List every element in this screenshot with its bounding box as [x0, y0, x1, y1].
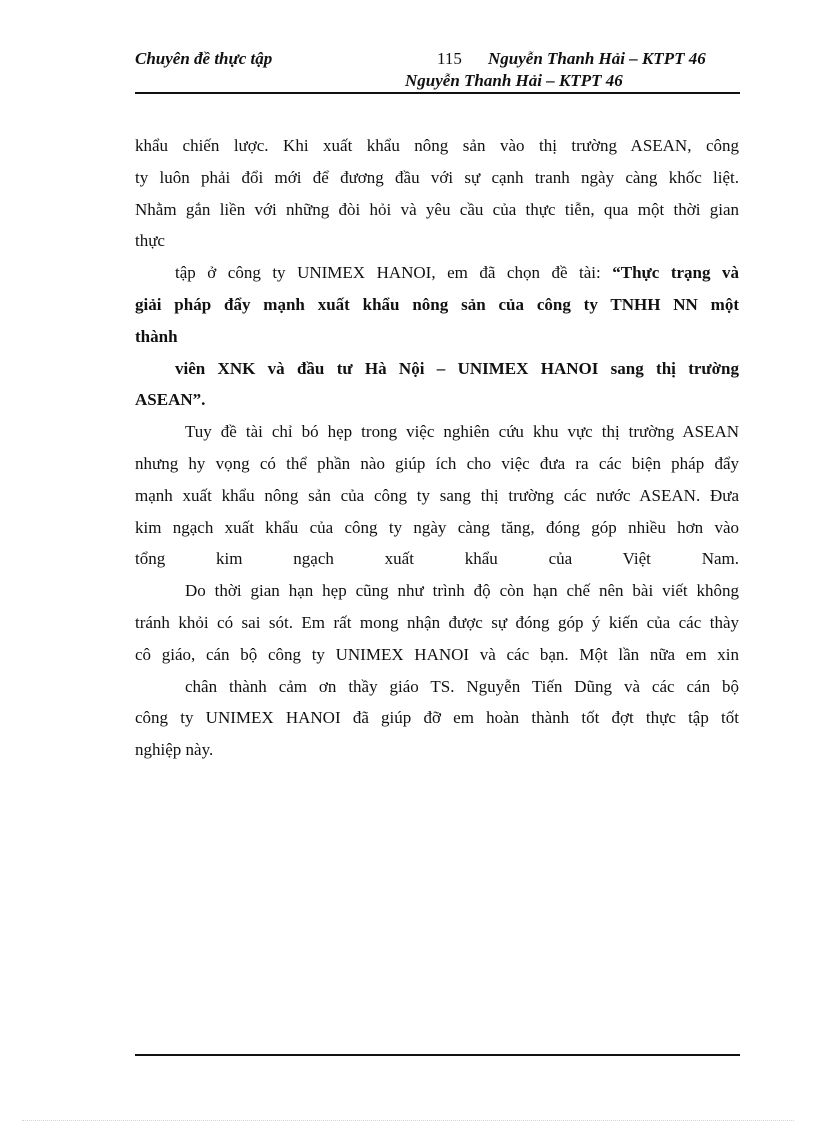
header-divider [135, 92, 740, 94]
body-line: khẩu chiến lược. Khi xuất khẩu nông sản vào thị trường ASEAN, công [135, 136, 739, 155]
header-author-line-1: Nguyễn Thanh Hải – KTPT 46 [488, 49, 706, 68]
topic-title-line: thành [135, 326, 178, 346]
header-author-line-2: Nguyễn Thanh Hải – KTPT 46 [405, 71, 623, 90]
body-line: cô giáo, cán bộ công ty UNIMEX HANOI và các bạn. Một lần nữa em xin [135, 644, 739, 664]
footer-divider [135, 1054, 740, 1056]
body-line: mạnh xuất khẩu nông sản của công ty sang thị trường các nước ASEAN. Đưa [135, 485, 739, 505]
body-line: Tuy đề tài chỉ bó hẹp trong việc nghiên cứu khu vực thị trường ASEAN [185, 422, 739, 442]
body-line: tổng kim ngạch xuất khẩu của Việt Nam. [135, 549, 739, 569]
body-line: Do thời gian hạn hẹp cũng như trình độ còn hạn chế nên bài viết không [185, 581, 739, 601]
topic-title-line: giải pháp đẩy mạnh xuất khẩu nông sản của công ty TNHH NN một [135, 294, 739, 314]
body-line: tránh khỏi có sai sót. Em rất mong nhận được sự đóng góp ý kiến của các thày [135, 612, 739, 632]
header-document-title: Chuyên đề thực tập [135, 49, 273, 68]
body-line: Nhằm gắn liền với những đòi hỏi và yêu cầu của thực tiễn, qua một thời gian [135, 199, 739, 219]
page-edge-dots [22, 1120, 794, 1121]
header-page-number: 115 [437, 49, 462, 68]
body-line: ty luôn phải đổi mới để đương đầu với sự cạnh tranh ngày càng khốc liệt. [135, 167, 739, 187]
topic-title-start: “Thực trạng và [612, 263, 739, 283]
body-line: công ty UNIMEX HANOI đã giúp đỡ em hoàn thành tốt đợt thực tập tốt [135, 708, 739, 728]
body-text [135, 130, 739, 766]
body-line: thực [135, 231, 165, 251]
body-line: nghiệp này. [135, 740, 214, 760]
body-line: chân thành cảm ơn thầy giáo TS. Nguyễn Tiến Dũng và các cán bộ [185, 676, 739, 696]
body-line: kim ngạch xuất khẩu của công ty ngày càng tăng, đóng góp nhiều hơn vào [135, 517, 739, 537]
topic-intro-text: tập ở công ty UNIMEX HANOI, em đã chọn đề tài: [175, 263, 613, 283]
body-line-topic-intro [135, 257, 739, 289]
topic-title-end: ASEAN”. [135, 390, 206, 410]
topic-title-line: viên XNK và đầu tư Hà Nội – UNIMEX HANOI sang thị trường [175, 358, 739, 378]
body-line: nhưng hy vọng có thể phần nào giúp ích cho việc đưa ra các biện pháp đẩy [135, 453, 739, 473]
